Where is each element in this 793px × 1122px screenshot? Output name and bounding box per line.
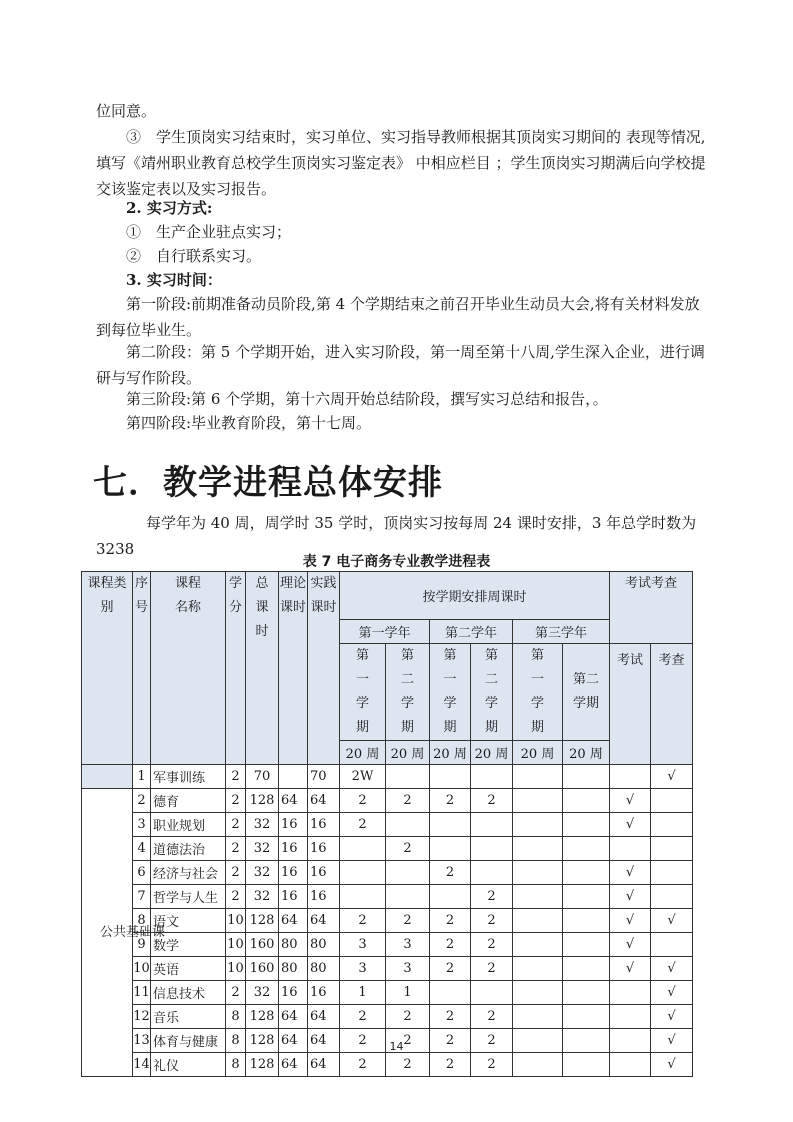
section-heading: 七．教学进程总体安排 (93, 463, 443, 503)
cell-no: 4 (133, 837, 151, 861)
cell-s1: 2 (340, 1053, 386, 1077)
cell-s1 (340, 837, 386, 861)
cell-theory: 64 (279, 1053, 308, 1077)
cell-s4: 2 (471, 957, 513, 981)
cell-total: 32 (246, 885, 279, 909)
cell-s1: 3 (340, 957, 386, 981)
cell-s1: 2 (340, 1005, 386, 1029)
cell-s2 (386, 813, 430, 837)
header-theory: 理论课时 (279, 572, 308, 765)
paragraph-stage-4: 第四阶段:毕业教育阶段，第十七周。 (126, 414, 372, 432)
cell-theory: 80 (279, 933, 308, 957)
cell-s1: 1 (340, 981, 386, 1005)
cell-theory: 64 (279, 909, 308, 933)
cell-no: 1 (133, 765, 151, 789)
cell-s5 (513, 813, 563, 837)
cell-s5 (513, 861, 563, 885)
header-course: 课程名称 (151, 572, 226, 765)
header-weeks-3: 20 周 (430, 741, 471, 765)
cell-s2: 2 (386, 1029, 430, 1053)
cell-s5 (513, 837, 563, 861)
cell-no: 11 (133, 981, 151, 1005)
table-body (82, 572, 693, 1077)
cell-s6 (563, 1005, 610, 1029)
cell-practice: 64 (308, 909, 340, 933)
cell-s4: 2 (471, 1029, 513, 1053)
cell-credit: 2 (226, 765, 246, 789)
cell-name: 军事训练 (151, 765, 226, 789)
cell-practice: 16 (308, 813, 340, 837)
cell-s4 (471, 765, 513, 789)
cell-s2: 2 (386, 909, 430, 933)
cell-total: 32 (246, 813, 279, 837)
cell-theory: 64 (279, 1005, 308, 1029)
table-row (82, 1053, 693, 1077)
cell-total: 128 (246, 1005, 279, 1029)
header-weeks-6: 20 周 (563, 741, 610, 765)
cell-practice: 64 (308, 1005, 340, 1029)
heading-internship-time: 3. 实习时间： (126, 271, 222, 289)
header-weeks-5: 20 周 (513, 741, 563, 765)
cell-credit: 2 (226, 789, 246, 813)
cell-s4: 2 (471, 933, 513, 957)
table-row (82, 957, 693, 981)
table-row (82, 909, 693, 933)
cell-s1: 2 (340, 909, 386, 933)
cell-theory: 16 (279, 885, 308, 909)
cell-s6 (563, 813, 610, 837)
cell-s1: 2 (340, 1029, 386, 1053)
cell-exam: √ (610, 861, 651, 885)
cell-s3: 2 (430, 957, 471, 981)
cell-s3: 2 (430, 933, 471, 957)
cell-s5 (513, 789, 563, 813)
header-exam: 考试 (610, 644, 651, 765)
table-caption: 表 7 电子商务专业教学进程表 (302, 554, 491, 570)
cell-s4 (471, 813, 513, 837)
header-year-2: 第二学年 (430, 620, 513, 644)
cell-no: 14 (133, 1053, 151, 1077)
header-row-1 (82, 572, 693, 620)
cell-exam: √ (610, 789, 651, 813)
cell-s3 (430, 765, 471, 789)
cell-s1 (340, 885, 386, 909)
table-row (82, 861, 693, 885)
cell-s6 (563, 909, 610, 933)
cell-s6 (563, 789, 610, 813)
category-cell-empty (82, 765, 133, 789)
table-row (82, 981, 693, 1005)
cell-practice: 64 (308, 1053, 340, 1077)
header-practice: 实践课时 (308, 572, 340, 765)
cell-exam: √ (610, 885, 651, 909)
cell-s5 (513, 957, 563, 981)
cell-no: 2 (133, 789, 151, 813)
cell-no: 13 (133, 1029, 151, 1053)
cell-credit: 2 (226, 861, 246, 885)
cell-credit: 10 (226, 933, 246, 957)
header-year-3: 第三学年 (513, 620, 610, 644)
cell-check (651, 813, 693, 837)
cell-credit: 2 (226, 981, 246, 1005)
cell-check (651, 885, 693, 909)
cell-practice: 16 (308, 861, 340, 885)
page-number: 14 (389, 1040, 404, 1053)
cell-check (651, 933, 693, 957)
cell-total: 128 (246, 909, 279, 933)
header-term-3: 第一学期 (430, 644, 471, 741)
cell-s6 (563, 1053, 610, 1077)
cell-s6 (563, 933, 610, 957)
header-credit: 学分 (226, 572, 246, 765)
cell-practice: 70 (308, 765, 340, 789)
cell-total: 32 (246, 837, 279, 861)
paragraph-stage-1: 第一阶段:前期准备动员阶段,第 4 个学期结束之前召开毕业生动员大会,将有关材料发放到每位毕业生。 (96, 295, 700, 339)
cell-s5 (513, 1053, 563, 1077)
cell-s2: 3 (386, 957, 430, 981)
cell-no: 6 (133, 861, 151, 885)
table-row (82, 789, 693, 813)
cell-total: 160 (246, 933, 279, 957)
cell-check: √ (651, 1005, 693, 1029)
paragraph-continuation: 位同意。 (96, 102, 157, 120)
cell-s6 (563, 885, 610, 909)
cell-s4 (471, 861, 513, 885)
cell-s2 (386, 885, 430, 909)
cell-s3 (430, 885, 471, 909)
cell-s1: 2 (340, 813, 386, 837)
cell-s3: 2 (430, 1005, 471, 1029)
cell-check: √ (651, 765, 693, 789)
header-weekly: 按学期安排周课时 (340, 572, 610, 620)
cell-check: √ (651, 981, 693, 1005)
cell-check: √ (651, 1029, 693, 1053)
paragraph-stage-3: 第三阶段:第 6 个学期，第十六周开始总结阶段，撰写实习总结和报告，。 (126, 390, 608, 408)
cell-s2 (386, 861, 430, 885)
cell-s2: 2 (386, 1005, 430, 1029)
cell-s1: 2W (340, 765, 386, 789)
cell-s3: 2 (430, 861, 471, 885)
cell-name: 经济与社会 (151, 861, 226, 885)
cell-name: 礼仪 (151, 1053, 226, 1077)
cell-s3: 2 (430, 789, 471, 813)
header-year-1: 第一学年 (340, 620, 430, 644)
header-term-1: 第一学期 (340, 644, 386, 741)
cell-credit: 8 (226, 1029, 246, 1053)
cell-credit: 2 (226, 885, 246, 909)
table-row (82, 933, 693, 957)
cell-s2: 2 (386, 789, 430, 813)
cell-name: 英语 (151, 957, 226, 981)
cell-total: 160 (246, 957, 279, 981)
cell-name: 职业规划 (151, 813, 226, 837)
header-exam-group: 考试考查 (610, 572, 693, 644)
cell-s5 (513, 885, 563, 909)
paragraph-mode-1: ① 生产企业驻点实习； (126, 223, 292, 241)
cell-practice: 16 (308, 981, 340, 1005)
cell-s3: 2 (430, 1029, 471, 1053)
cell-name: 体育与健康 (151, 1029, 226, 1053)
cell-s6 (563, 837, 610, 861)
cell-name: 语文 (151, 909, 226, 933)
cell-s3 (430, 813, 471, 837)
cell-exam (610, 1053, 651, 1077)
cell-exam (610, 837, 651, 861)
table-row (82, 813, 693, 837)
heading-internship-mode: 2. 实习方式: (126, 199, 213, 217)
cell-check (651, 837, 693, 861)
header-term-6: 第二学期 (563, 644, 610, 741)
cell-s2 (386, 765, 430, 789)
cell-s6 (563, 861, 610, 885)
cell-s3 (430, 837, 471, 861)
cell-s5 (513, 1005, 563, 1029)
cell-name: 音乐 (151, 1005, 226, 1029)
cell-s4: 2 (471, 789, 513, 813)
cell-theory: 64 (279, 1029, 308, 1053)
cell-total: 128 (246, 1029, 279, 1053)
cell-theory: 64 (279, 789, 308, 813)
cell-s2: 3 (386, 933, 430, 957)
header-weeks-1: 20 周 (340, 741, 386, 765)
cell-theory (279, 765, 308, 789)
cell-theory: 80 (279, 957, 308, 981)
header-weeks-2: 20 周 (386, 741, 430, 765)
cell-s4: 2 (471, 1053, 513, 1077)
cell-no: 3 (133, 813, 151, 837)
cell-credit: 10 (226, 909, 246, 933)
cell-s3 (430, 981, 471, 1005)
cell-exam (610, 1005, 651, 1029)
category-label: 公共基础课 (100, 924, 166, 940)
cell-s5 (513, 933, 563, 957)
cell-exam: √ (610, 813, 651, 837)
cell-name: 哲学与人生 (151, 885, 226, 909)
header-term-2: 第二学期 (386, 644, 430, 741)
teaching-schedule-table (81, 571, 693, 1077)
cell-theory: 16 (279, 861, 308, 885)
cell-s2: 2 (386, 837, 430, 861)
cell-credit: 2 (226, 813, 246, 837)
cell-s4 (471, 981, 513, 1005)
cell-s2: 2 (386, 1053, 430, 1077)
cell-s1: 3 (340, 933, 386, 957)
table-row (82, 765, 693, 789)
cell-exam (610, 981, 651, 1005)
cell-practice: 64 (308, 1029, 340, 1053)
cell-s3: 2 (430, 1053, 471, 1077)
table-row (82, 1005, 693, 1029)
cell-check (651, 861, 693, 885)
cell-no: 9 (133, 933, 151, 957)
cell-check (651, 789, 693, 813)
cell-no: 8 (133, 909, 151, 933)
cell-theory: 16 (279, 837, 308, 861)
cell-s6 (563, 981, 610, 1005)
cell-s4: 2 (471, 909, 513, 933)
cell-total: 32 (246, 861, 279, 885)
cell-name: 德育 (151, 789, 226, 813)
header-total: 总课时 (246, 572, 279, 765)
cell-s4: 2 (471, 1005, 513, 1029)
cell-s5 (513, 981, 563, 1005)
cell-exam: √ (610, 909, 651, 933)
cell-practice: 16 (308, 885, 340, 909)
cell-s6 (563, 957, 610, 981)
paragraph-mode-2: ② 自行联系实习。 (126, 247, 262, 265)
cell-credit: 10 (226, 957, 246, 981)
cell-s4 (471, 837, 513, 861)
header-category: 课程类别 (82, 572, 133, 765)
cell-no: 12 (133, 1005, 151, 1029)
header-term-5: 第一学期 (513, 644, 563, 741)
cell-practice: 16 (308, 837, 340, 861)
cell-theory: 16 (279, 813, 308, 837)
cell-name: 数学 (151, 933, 226, 957)
cell-s4: 2 (471, 885, 513, 909)
cell-s5 (513, 765, 563, 789)
cell-check: √ (651, 909, 693, 933)
cell-s2: 1 (386, 981, 430, 1005)
cell-s3: 2 (430, 909, 471, 933)
cell-s1 (340, 861, 386, 885)
cell-theory: 16 (279, 981, 308, 1005)
cell-check: √ (651, 957, 693, 981)
cell-total: 128 (246, 1053, 279, 1077)
cell-s6 (563, 765, 610, 789)
cell-credit: 2 (226, 837, 246, 861)
cell-s5 (513, 909, 563, 933)
cell-exam (610, 765, 651, 789)
cell-exam: √ (610, 957, 651, 981)
cell-name: 信息技术 (151, 981, 226, 1005)
header-seq: 序号 (133, 572, 151, 765)
cell-no: 10 (133, 957, 151, 981)
cell-check: √ (651, 1053, 693, 1077)
cell-practice: 64 (308, 789, 340, 813)
cell-exam: √ (610, 933, 651, 957)
paragraph-stage-2: 第二阶段：第 5 个学期开始，进入实习阶段，第一周至第十八周,学生深入企业，进行调研与写作阶段。 (96, 343, 705, 387)
cell-no: 7 (133, 885, 151, 909)
header-check: 考查 (651, 644, 693, 765)
cell-total: 128 (246, 789, 279, 813)
paragraph-appraisal: ③ 学生顶岗实习结束时，实习单位、实习指导教师根据其顶岗实习期间的 表现等情况,填写《靖州职业教育总校学生顶岗实习鉴定表》 中相应栏目 ；学生顶岗实习期满后向学校提交该鉴定表以及实习报告。 (96, 128, 706, 198)
cell-credit: 8 (226, 1053, 246, 1077)
cell-s1: 2 (340, 789, 386, 813)
cell-practice: 80 (308, 933, 340, 957)
cell-practice: 80 (308, 957, 340, 981)
header-weeks-4: 20 周 (471, 741, 513, 765)
cell-total: 70 (246, 765, 279, 789)
section-intro: 每学年为 40 周，周学时 35 学时，顶岗实习按每周 24 课时安排，3 年总学时数为3238 (96, 514, 697, 558)
cell-credit: 8 (226, 1005, 246, 1029)
table-row (82, 837, 693, 861)
cell-total: 32 (246, 981, 279, 1005)
header-term-4: 第二学期 (471, 644, 513, 741)
table-row (82, 885, 693, 909)
cell-name: 道德法治 (151, 837, 226, 861)
